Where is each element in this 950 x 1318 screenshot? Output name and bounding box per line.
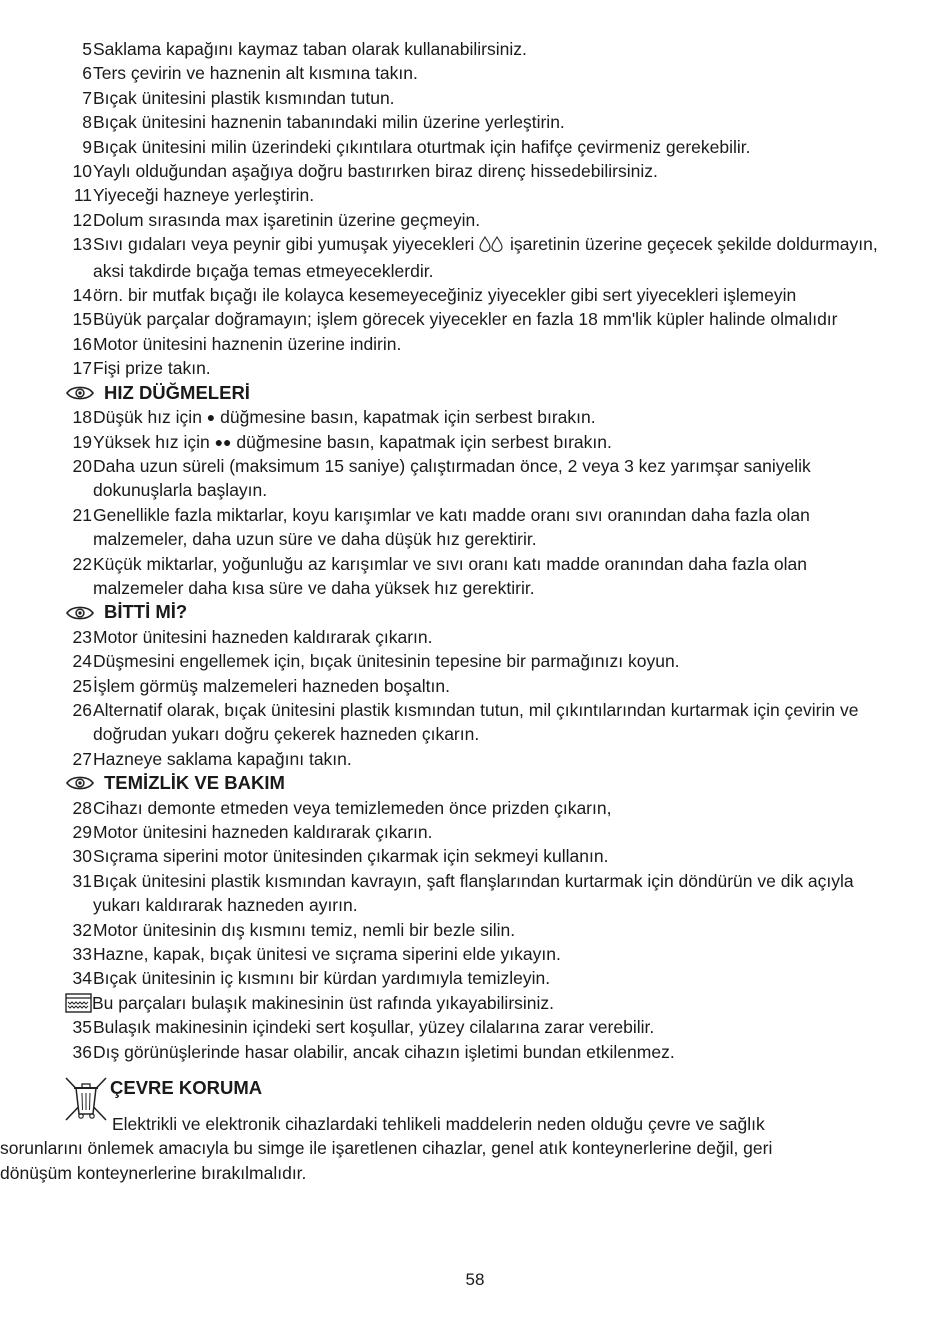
item-number: 12 [72, 209, 92, 230]
section-heading-env: ÇEVRE KORUMA [64, 1064, 884, 1112]
item-number: 21 [72, 504, 92, 525]
item-text: Bıçak ünitesini plastik kısmından kavrayın, şaft flanşlarından kurtarmak için döndürün ve dik açıyla yukarı kaldırarak hazneden ayırın. [93, 870, 854, 916]
item-text: Yaylı olduğundan aşağıya doğru bastırırken biraz direnç hissedebilirsiniz. [93, 161, 658, 182]
step-list [64, 283, 884, 381]
step-list [64, 454, 884, 600]
item-text: Ters çevirin ve haznenin alt kısmına takın. [93, 63, 418, 84]
item-text: Büyük parçalar doğramayın; işlem görecek yiyecekler en fazla 18 mm'lik küpler halinde olmalıdır [93, 309, 838, 330]
item-number: 33 [72, 944, 92, 965]
list-item [64, 918, 884, 942]
item-text: Bıçak ünitesinin iç kısmını bir kürdan yardımıyla temizleyin. [93, 968, 551, 989]
section-heading-clean: TEMİZLİK VE BAKIM [64, 771, 884, 795]
step-list [64, 796, 884, 991]
item-number: 28 [72, 797, 92, 818]
item-text: Hazneye saklama kapağını takın. [93, 748, 352, 769]
item-text: Dış görünüşlerinde hasar olabilir, ancak cihazın işletimi bundan etkilenmez. [93, 1041, 675, 1062]
list-item [64, 283, 884, 307]
list-item [64, 430, 884, 454]
item-text: Düşmesini engellemek için, bıçak ünitesinin tepesine bir parmağınızı koyun. [93, 651, 680, 672]
list-item [64, 183, 884, 207]
list-item [64, 405, 884, 429]
item-text: Bıçak ünitesini milin üzerindeki çıkıntılara oturtmak için hafifçe çevirmeniz gerekebilir. [93, 136, 751, 157]
item-text: Hazne, kapak, bıçak ünitesi ve sıçrama siperini elde yıkayın. [93, 944, 561, 965]
item-text: Genellikle fazla miktarlar, koyu karışımlar ve katı madde oranı sıvı oranından daha fazla olan malzemeler, daha uzun süre ve daha düşük hız gerektirir. [93, 504, 810, 550]
item-text: Düşük hız için ● düğmesine basın, kapatmak için serbest bırakın. [93, 407, 596, 428]
list-item [64, 208, 884, 232]
item-text: Motor ünitesini hazneden kaldırarak çıkarın. [93, 822, 433, 842]
list-item [64, 698, 884, 747]
list-item [64, 966, 884, 990]
item-text: Yüksek hız için ●● düğmesine basın, kapatmak için serbest bırakın. [93, 431, 612, 452]
item-number: 27 [72, 748, 92, 769]
list-item [64, 869, 884, 918]
item-text: İşlem görmüş malzemeleri hazneden boşaltın. [93, 675, 450, 696]
dishwasher-note [64, 991, 884, 1015]
item-number: 15 [72, 309, 92, 330]
list-item [64, 37, 884, 61]
item-number: 11 [73, 185, 92, 206]
speed-symbol: ●● [214, 433, 232, 450]
item-number: 24 [72, 651, 92, 672]
item-text: Alternatif olarak, bıçak ünitesini plastik kısmından tutun, mil çıkıntılarından kurtarmak için çevirin ve doğrudan yukarı doğru çekerek hazneden çıkarın. [93, 699, 859, 745]
crossed-bin-icon [64, 1076, 110, 1124]
item-number: 20 [72, 455, 92, 476]
eye-icon [64, 775, 94, 791]
list-item [64, 159, 884, 183]
item-number: 6 [82, 63, 92, 84]
list-item [64, 135, 884, 159]
item-number: 26 [72, 699, 92, 720]
item-number: 17 [72, 358, 92, 379]
item-number: 13 [72, 234, 92, 255]
item-text: Sıçrama siperini motor ünitesinden çıkarmak için sekmeyi kullanın. [93, 846, 609, 867]
item-text: Dolum sırasında max işaretinin üzerine geçmeyin. [93, 209, 481, 230]
step-list [64, 1015, 884, 1064]
item-text: Fişi prize takın. [93, 358, 211, 379]
list-item [64, 356, 884, 380]
item-text: Motor ünitesini haznenin üzerine indirin. [93, 333, 402, 354]
item-number: 29 [72, 822, 92, 842]
list-item [64, 1040, 884, 1064]
page-number: 58 [465, 1270, 485, 1289]
environment-text: Elektrikli ve elektronik cihazlardaki tehlikeli maddelerin neden olduğu çevre ve sağlık sorunlarını önlemek amacıyla bu simge ile işaretlenen cihazlar, genel atık konteynerlerine değil, geri dönüşüm konteynerlerine bırakılmalıdır. [0, 1114, 773, 1183]
item-text: Motor ünitesinin dış kısmını temiz, nemli bir bezle silin. [93, 919, 516, 940]
eye-icon [64, 605, 94, 621]
dishwasher-note-text: Bu parçaları bulaşık makinesinin üst rafında yıkayabilirsiniz. [92, 992, 555, 1013]
document-body [0, 37, 884, 1185]
environment-section [0, 1064, 884, 1185]
list-item [64, 625, 884, 649]
item-number: 22 [72, 553, 92, 574]
item-text: Bıçak ünitesini haznenin tabanındaki milin üzerine yerleştirin. [93, 112, 565, 133]
list-item [64, 232, 884, 283]
list-item [64, 552, 884, 601]
item-number: 10 [72, 161, 92, 182]
item-number: 7 [82, 87, 92, 108]
list-item [64, 61, 884, 85]
item-text: örn. bir mutfak bıçağı ile kolayca kesemeyeceğiniz yiyecekler gibi sert yiyecekleri işlemeyin [93, 285, 797, 306]
item-text: Bıçak ünitesini plastik kısmından tutun. [93, 87, 395, 108]
list-item [64, 503, 884, 552]
list-item [64, 307, 884, 331]
item-number: 36 [72, 1041, 92, 1062]
list-item [64, 844, 884, 868]
speed-symbol: ● [206, 409, 216, 426]
item-text: Sıvı gıdaları veya peynir gibi yumuşak yiyecekleri işaretinin üzerine geçecek şekilde doldurmayın, aksi takdirde bıçağa temas etmeyeceklerdir. [93, 234, 878, 281]
list-item [64, 649, 884, 673]
list-item [64, 332, 884, 356]
item-text: Saklama kapağını kaymaz taban olarak kullanabilirsiniz. [93, 39, 527, 59]
list-item [64, 674, 884, 698]
item-number: 32 [72, 919, 92, 940]
dishwasher-icon [64, 991, 92, 1015]
item-number: 30 [72, 846, 92, 867]
list-item [64, 454, 884, 503]
item-number: 16 [72, 333, 92, 354]
item-text: Motor ünitesini hazneden kaldırarak çıkarın. [93, 626, 433, 647]
list-item [64, 942, 884, 966]
list-item [64, 1015, 884, 1039]
list-item [64, 820, 884, 844]
list-item [64, 796, 884, 820]
list-item [64, 110, 884, 134]
liquid-drops-icon [479, 234, 505, 258]
step-list [64, 37, 884, 232]
item-number: 34 [72, 968, 92, 989]
eye-icon [64, 385, 94, 401]
item-text: Küçük miktarlar, yoğunluğu az karışımlar ve sıvı oranı katı madde oranından daha fazla olan malzemeler daha kısa süre ve daha yüksek hız gerektirir. [93, 553, 807, 598]
item-text: Daha uzun süreli (maksimum 15 saniye) çalıştırmadan önce, 2 veya 3 kez yarımşar saniyelik dokunuşlarla başlayın. [93, 455, 811, 501]
list-item [64, 747, 884, 771]
item-number: 18 [72, 407, 92, 428]
item-number: 31 [72, 870, 92, 891]
item-number: 19 [72, 431, 92, 452]
list-item [64, 86, 884, 110]
item-text: Bulaşık makinesinin içindeki sert koşullar, yüzey cilalarına zarar verebilir. [93, 1017, 655, 1038]
item-number: 5 [82, 39, 92, 59]
section-heading-speed: HIZ DÜĞMELERİ [64, 381, 884, 405]
item-number: 23 [72, 626, 92, 647]
item-number: 9 [82, 136, 92, 157]
item-number: 25 [72, 675, 92, 696]
item-number: 35 [72, 1017, 92, 1038]
item-text: Cihazı demonte etmeden veya temizlemeden önce prizden çıkarın, [93, 797, 612, 818]
item-number: 14 [72, 285, 92, 306]
step-list [64, 625, 884, 771]
item-number: 8 [82, 112, 92, 133]
section-heading-done: BİTTİ Mİ? [64, 600, 884, 624]
item-text: Yiyeceği hazneye yerleştirin. [93, 185, 315, 206]
